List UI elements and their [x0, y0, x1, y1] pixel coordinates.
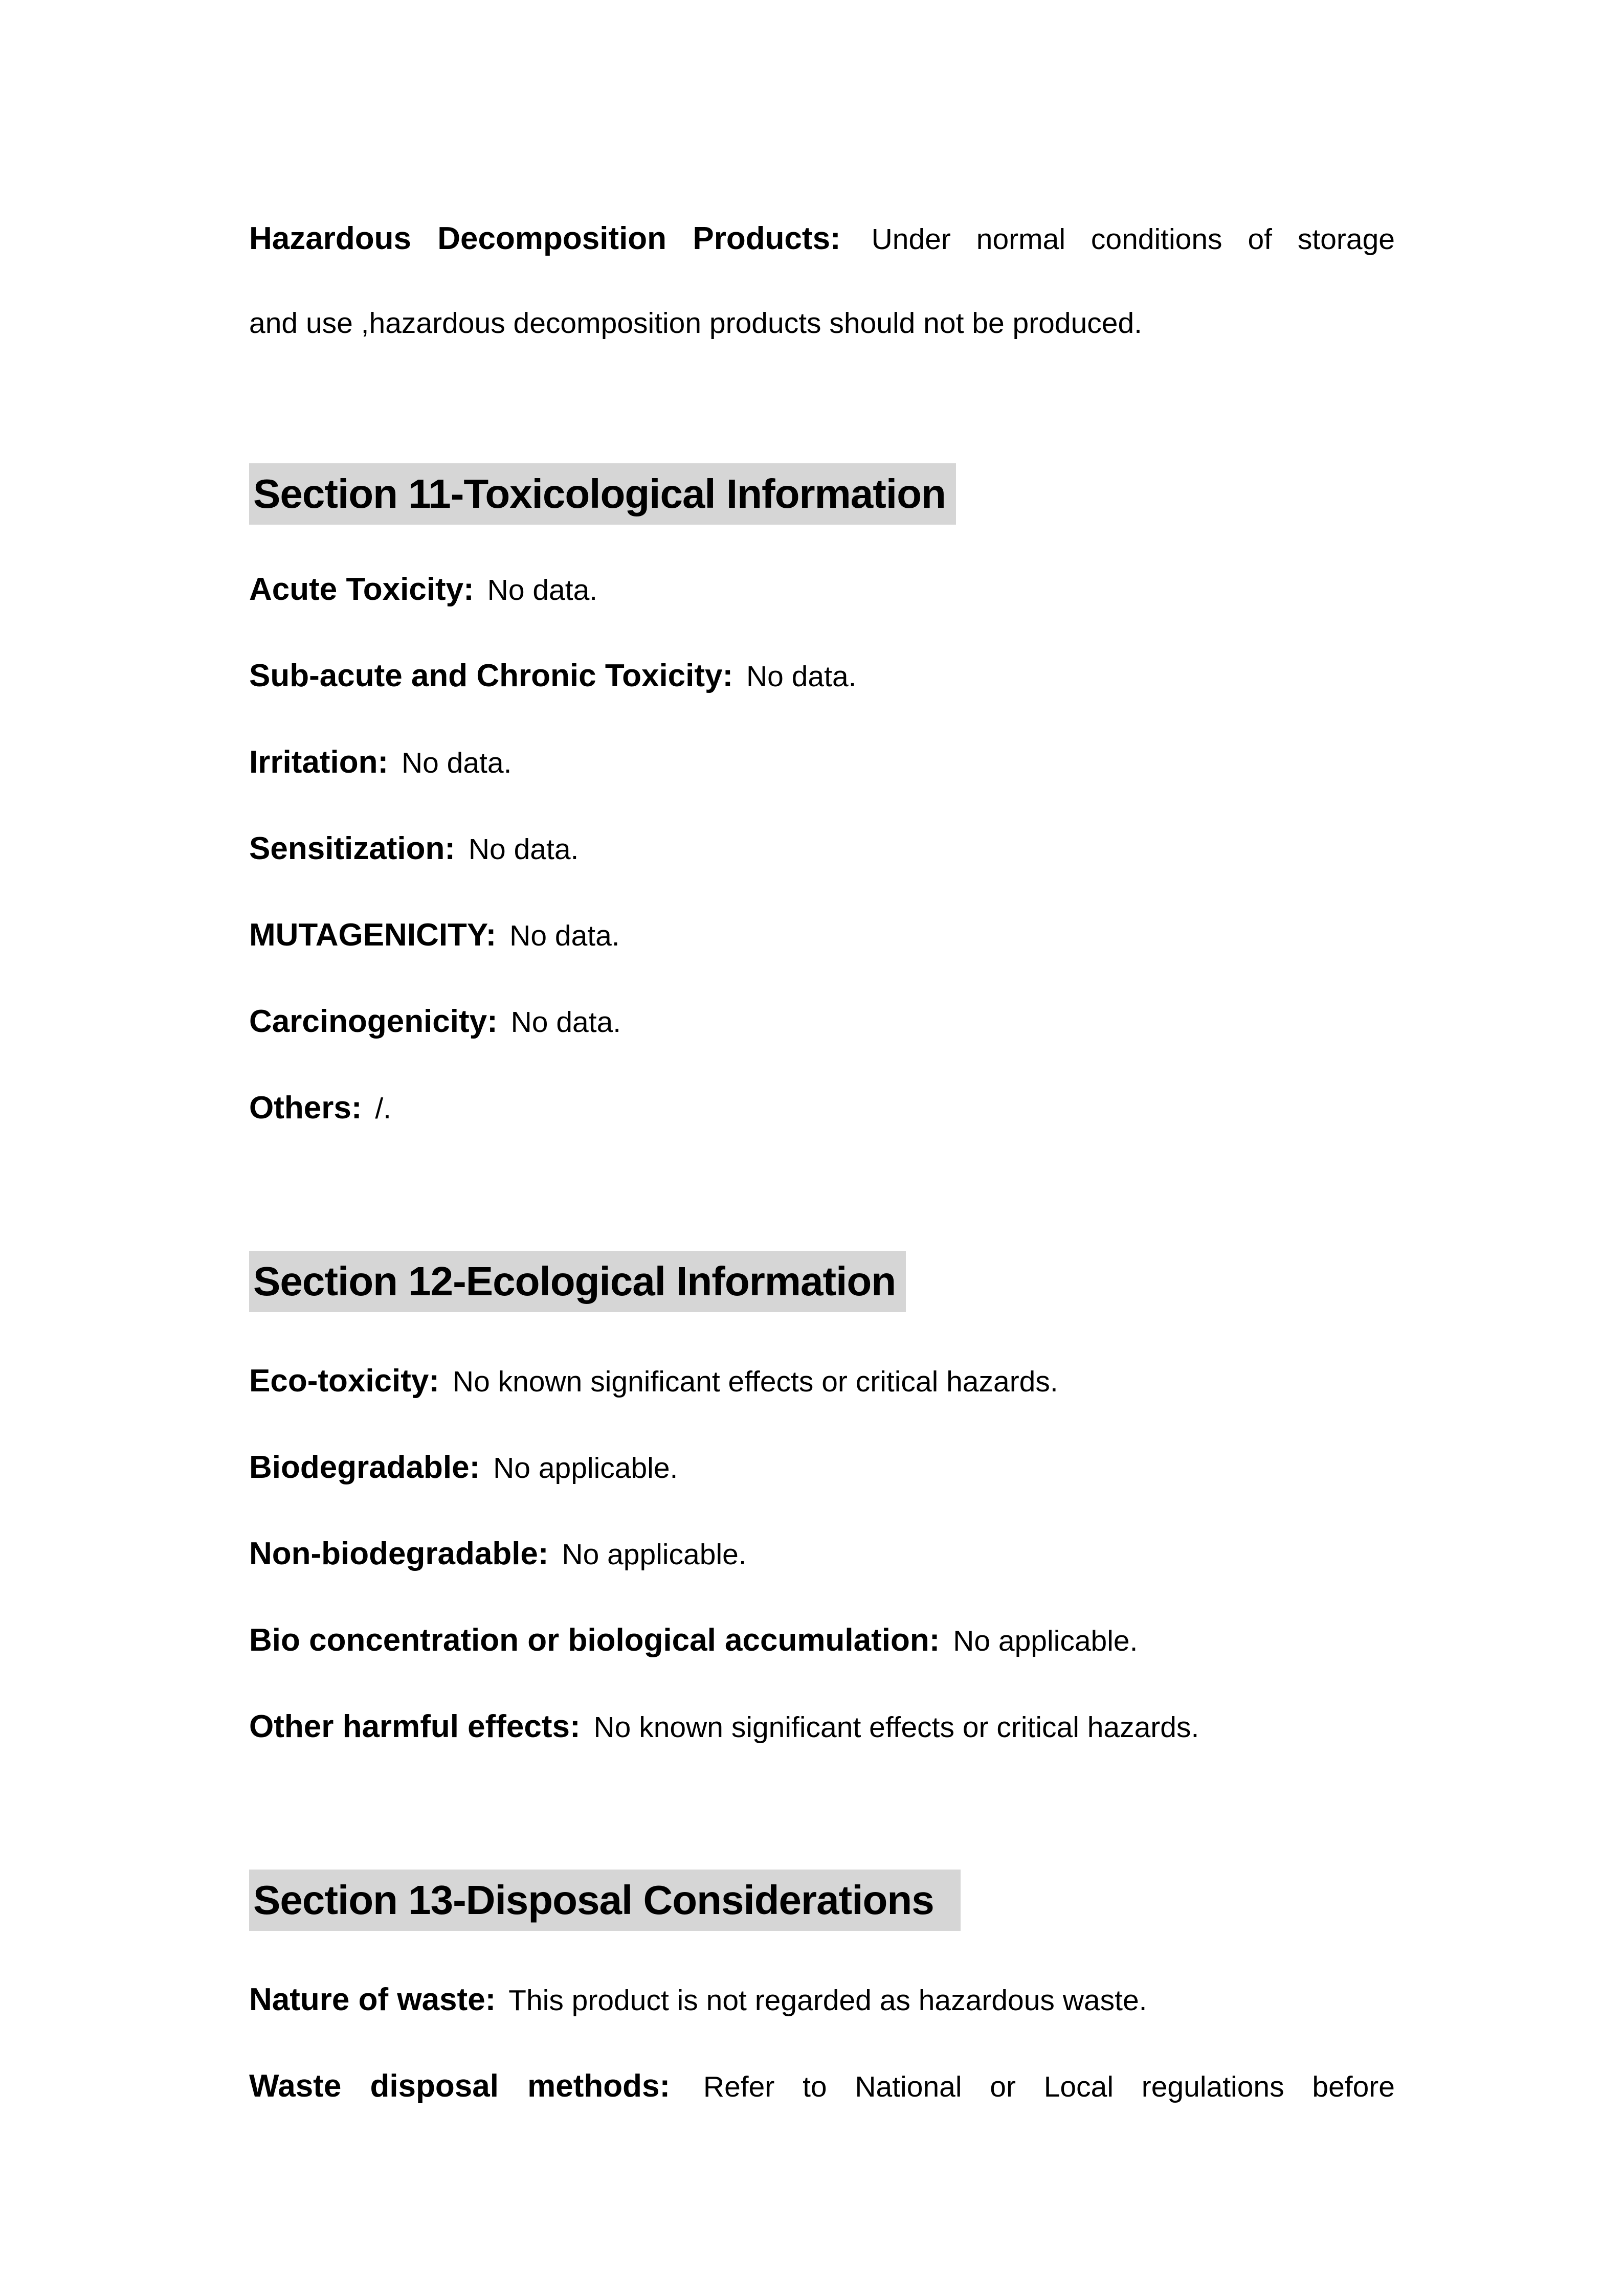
field-row: [249, 806, 1395, 892]
field-value: No data.: [746, 660, 857, 693]
section-12-heading: [249, 1251, 1395, 1324]
field-row: [249, 1511, 1395, 1597]
field-label: Biodegradable:: [249, 1450, 480, 1485]
section-13-items: [249, 1957, 1395, 2130]
field-row: [249, 719, 1395, 806]
field-value: /.: [375, 1092, 392, 1125]
field-value: No known significant effects or critical hazards.: [593, 1711, 1199, 1744]
field-value: No data.: [510, 1006, 621, 1039]
field-value: No known significant effects or critical hazards.: [452, 1365, 1058, 1398]
field-row: [249, 633, 1395, 719]
field-label: Eco-toxicity:: [249, 1363, 440, 1399]
field-label: Other harmful effects:: [249, 1709, 581, 1744]
section-11-items: [249, 547, 1395, 1152]
field-value: Refer to National or Local regulations before: [703, 2070, 1395, 2103]
field-row: [249, 1957, 1395, 2043]
field-label: Irritation:: [249, 745, 389, 780]
field-row: [249, 547, 1395, 633]
intro-paragraph: [249, 197, 1395, 365]
field-row: [249, 979, 1395, 1065]
intro-line-2: [249, 281, 1395, 365]
field-row: [249, 2043, 1395, 2130]
section-12-items: [249, 1338, 1395, 1770]
field-label: Sensitization:: [249, 831, 456, 866]
field-row: [249, 1338, 1395, 1425]
field-value: No data.: [401, 747, 512, 779]
field-value: No applicable.: [493, 1452, 678, 1484]
field-label: Sub-acute and Chronic Toxicity:: [249, 658, 733, 693]
section-11-heading: [249, 463, 1395, 536]
field-value: This product is not regarded as hazardous waste.: [508, 1984, 1147, 2017]
section-13-heading-highlight: Section 13-Disposal Considerations: [249, 1870, 961, 1931]
field-label: Nature of waste:: [249, 1982, 496, 2017]
field-row: [249, 892, 1395, 979]
field-value: No data.: [509, 919, 620, 952]
field-row: [249, 1597, 1395, 1684]
field-label: Bio concentration or biological accumulation:: [249, 1623, 940, 1658]
field-label: Acute Toxicity:: [249, 572, 474, 607]
field-label: Waste disposal methods:: [249, 2068, 671, 2104]
field-value: No data.: [487, 574, 598, 606]
field-row: [249, 1065, 1395, 1152]
intro-line-2-text: and use ,hazardous decomposition products should not be produced.: [249, 307, 1143, 340]
field-row: [249, 1425, 1395, 1511]
section-12-heading-highlight: Section 12-Ecological Information: [249, 1251, 906, 1312]
intro-label: Hazardous Decomposition Products:: [249, 221, 841, 256]
section-11-heading-highlight: Section 11-Toxicological Information: [249, 463, 956, 525]
field-row: [249, 1684, 1395, 1770]
field-label: Carcinogenicity:: [249, 1004, 498, 1039]
intro-line-1: [249, 197, 1395, 281]
intro-line-1-text: Under normal conditions of storage: [871, 223, 1395, 256]
field-value: No data.: [468, 833, 579, 866]
field-value: No applicable.: [562, 1538, 747, 1571]
section-13-heading: [249, 1870, 1395, 1943]
field-label: Others:: [249, 1090, 362, 1126]
field-value: No applicable.: [953, 1625, 1138, 1657]
field-label: MUTAGENICITY:: [249, 917, 497, 953]
field-label: Non-biodegradable:: [249, 1536, 549, 1571]
